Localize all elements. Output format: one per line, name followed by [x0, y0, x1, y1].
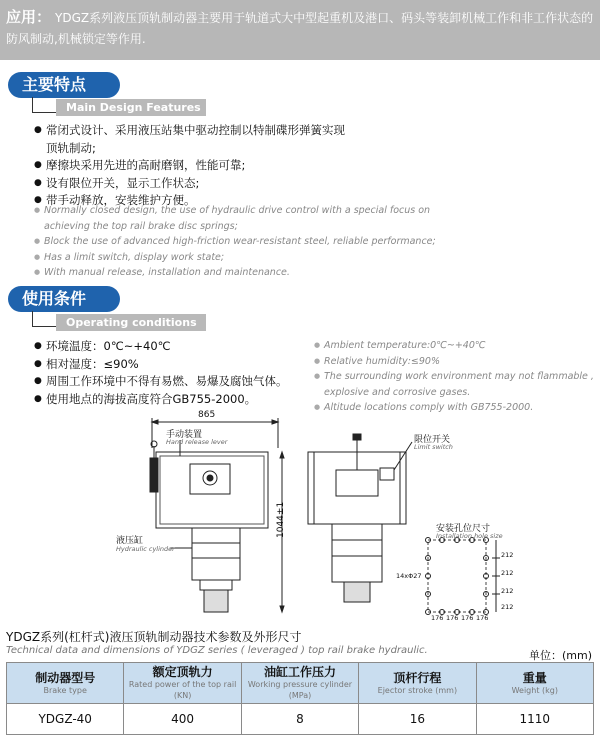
conditions-list-en	[314, 338, 594, 416]
header-brake-type	[7, 663, 124, 704]
features-list-cn	[34, 122, 354, 210]
limit-switch-label-en: Limit switch	[414, 443, 453, 451]
condition-item: ● 使用地点的海拔高度符合GB755-2000。	[34, 391, 309, 409]
unit-label: 单位：(mm)	[528, 649, 592, 662]
hole-spacing-h2: 176	[446, 614, 459, 622]
cell-weight: 1110	[476, 704, 593, 735]
hole-spacing-h1: 176	[431, 614, 444, 622]
conditions-list-cn	[34, 338, 309, 408]
feature-item-en: ● Has a limit switch, display work state;	[34, 250, 454, 266]
header-en: Rated power of the top rail (KN)	[128, 680, 237, 700]
feature-item: ● 设有限位开关，显示工作状态;	[34, 175, 354, 193]
hole-spacing-h4: 176	[476, 614, 489, 622]
limit-switch-label: 限位开关	[414, 435, 451, 445]
hole-spec: 14xΦ27	[396, 572, 422, 580]
table-row	[7, 704, 594, 735]
cylinder-label-en: Hydraulic cylinder	[116, 545, 175, 553]
header-en: Brake type	[43, 685, 87, 695]
height-dimension: 1044±1	[276, 501, 286, 538]
header-working-pressure	[241, 663, 358, 704]
conditions-heading: 使用条件	[8, 286, 120, 312]
header-cn: 油缸工作压力	[263, 665, 336, 679]
table-header-row	[7, 663, 594, 704]
cylinder-label: 液压缸	[116, 536, 144, 546]
header-ejector-stroke	[359, 663, 476, 704]
features-list-en	[34, 203, 454, 281]
table-caption-en: Technical data and dimensions of YDGZ series ( leveraged ) top rail brake hydraulic.	[6, 645, 428, 656]
hand-release-label: 手动装置	[166, 430, 203, 440]
width-dimension: 865	[198, 410, 216, 420]
cell-brake-type: YDGZ-40	[7, 704, 124, 735]
conditions-connector-h	[32, 326, 56, 327]
cell-ejector-stroke: 16	[359, 704, 476, 735]
hole-spacing-v4: 212	[501, 603, 514, 611]
hole-size-label: 安装孔位尺寸	[436, 524, 491, 534]
header-en: Weight (kg)	[511, 685, 558, 695]
header-cn: 重量	[522, 670, 547, 685]
header-rated-power	[124, 663, 241, 704]
features-connector-h	[32, 112, 56, 113]
header-cn: 顶杆行程	[393, 670, 442, 685]
table-caption-cn: YDGZ系列(杠杆式)液压顶轨制动器技术参数及外形尺寸	[6, 630, 302, 644]
hydraulic-cylinder-front	[192, 528, 240, 580]
header-en: Working pressure cylinder (MPa)	[247, 680, 353, 700]
condition-item: ● 周围工作环境中不得有易燃、易爆及腐蚀气体。	[34, 373, 309, 391]
header-weight	[476, 663, 593, 704]
hole-spacing-v3: 212	[501, 587, 514, 595]
feature-item: ● 摩擦块采用先进的高耐磨钢，性能可靠;	[34, 157, 354, 175]
application-description: YDGZ系列液压顶轨制动器主要用于轨道式大中型起重机及港口、码头等装卸机械工作和非工作状态的防风制动,机械锁定等作用.	[6, 11, 594, 46]
condition-item-en: ● Ambient temperature:0℃~+40℃	[314, 338, 594, 354]
brake-frame-front	[156, 452, 268, 528]
technical-drawing	[100, 408, 520, 626]
limit-switch-box	[380, 468, 394, 480]
limit-switch-leader	[394, 442, 412, 470]
hand-release-label-en: Hand release lever	[166, 438, 228, 446]
application-banner	[0, 0, 600, 60]
hole-size-label-en: Installation hole size	[436, 532, 503, 540]
condition-item: ● 环境温度：0℃~+40℃	[34, 338, 309, 356]
application-text	[6, 7, 594, 50]
hydraulic-cylinder-side	[332, 524, 382, 582]
conditions-subheading: Operating conditions	[56, 314, 206, 331]
condition-item-en: ● The surrounding work environment may not flammable , explosive and corrosive gases.	[314, 369, 594, 400]
features-connector	[32, 97, 33, 113]
features-heading: 主要特点	[8, 72, 120, 98]
condition-item-en: ● Relative humidity:≤90%	[314, 354, 594, 370]
feature-item-en: ● Block the use of advanced high-friction wear-resistant steel, reliable performance;	[34, 234, 454, 250]
feature-item: ● 带手动释放，安装维护方便。	[34, 192, 354, 210]
feature-item-en: ● With manual release, installation and maintenance.	[34, 265, 454, 281]
application-label: 应用：	[6, 8, 52, 26]
feature-item-en: ● Normally closed design, the use of hydraulic drive control with a special focus on achieving the top rail brake disc springs;	[34, 203, 454, 234]
cell-rated-power: 400	[124, 704, 241, 735]
specs-table	[6, 662, 594, 735]
condition-item-en: ● Altitude locations comply with GB755-2000.	[314, 400, 594, 416]
header-cn: 额定顶轨力	[152, 665, 213, 679]
header-cn: 制动器型号	[35, 670, 96, 685]
header-en: Ejector stroke (mm)	[377, 685, 458, 695]
hole-pattern-outline	[428, 540, 486, 612]
hole-spacing-v2: 212	[501, 569, 514, 577]
cell-working-pressure: 8	[241, 704, 358, 735]
hole-spacing-h3: 176	[461, 614, 474, 622]
feature-item: ● 常闭式设计、采用液压站集中驱动控制以特制碟形弹簧实现顶轨制动;	[34, 122, 354, 157]
conditions-connector	[32, 311, 33, 327]
hole-spacing-v1: 212	[501, 551, 514, 559]
features-subheading: Main Design Features	[56, 99, 206, 116]
condition-item: ● 相对湿度：≤90%	[34, 356, 309, 374]
